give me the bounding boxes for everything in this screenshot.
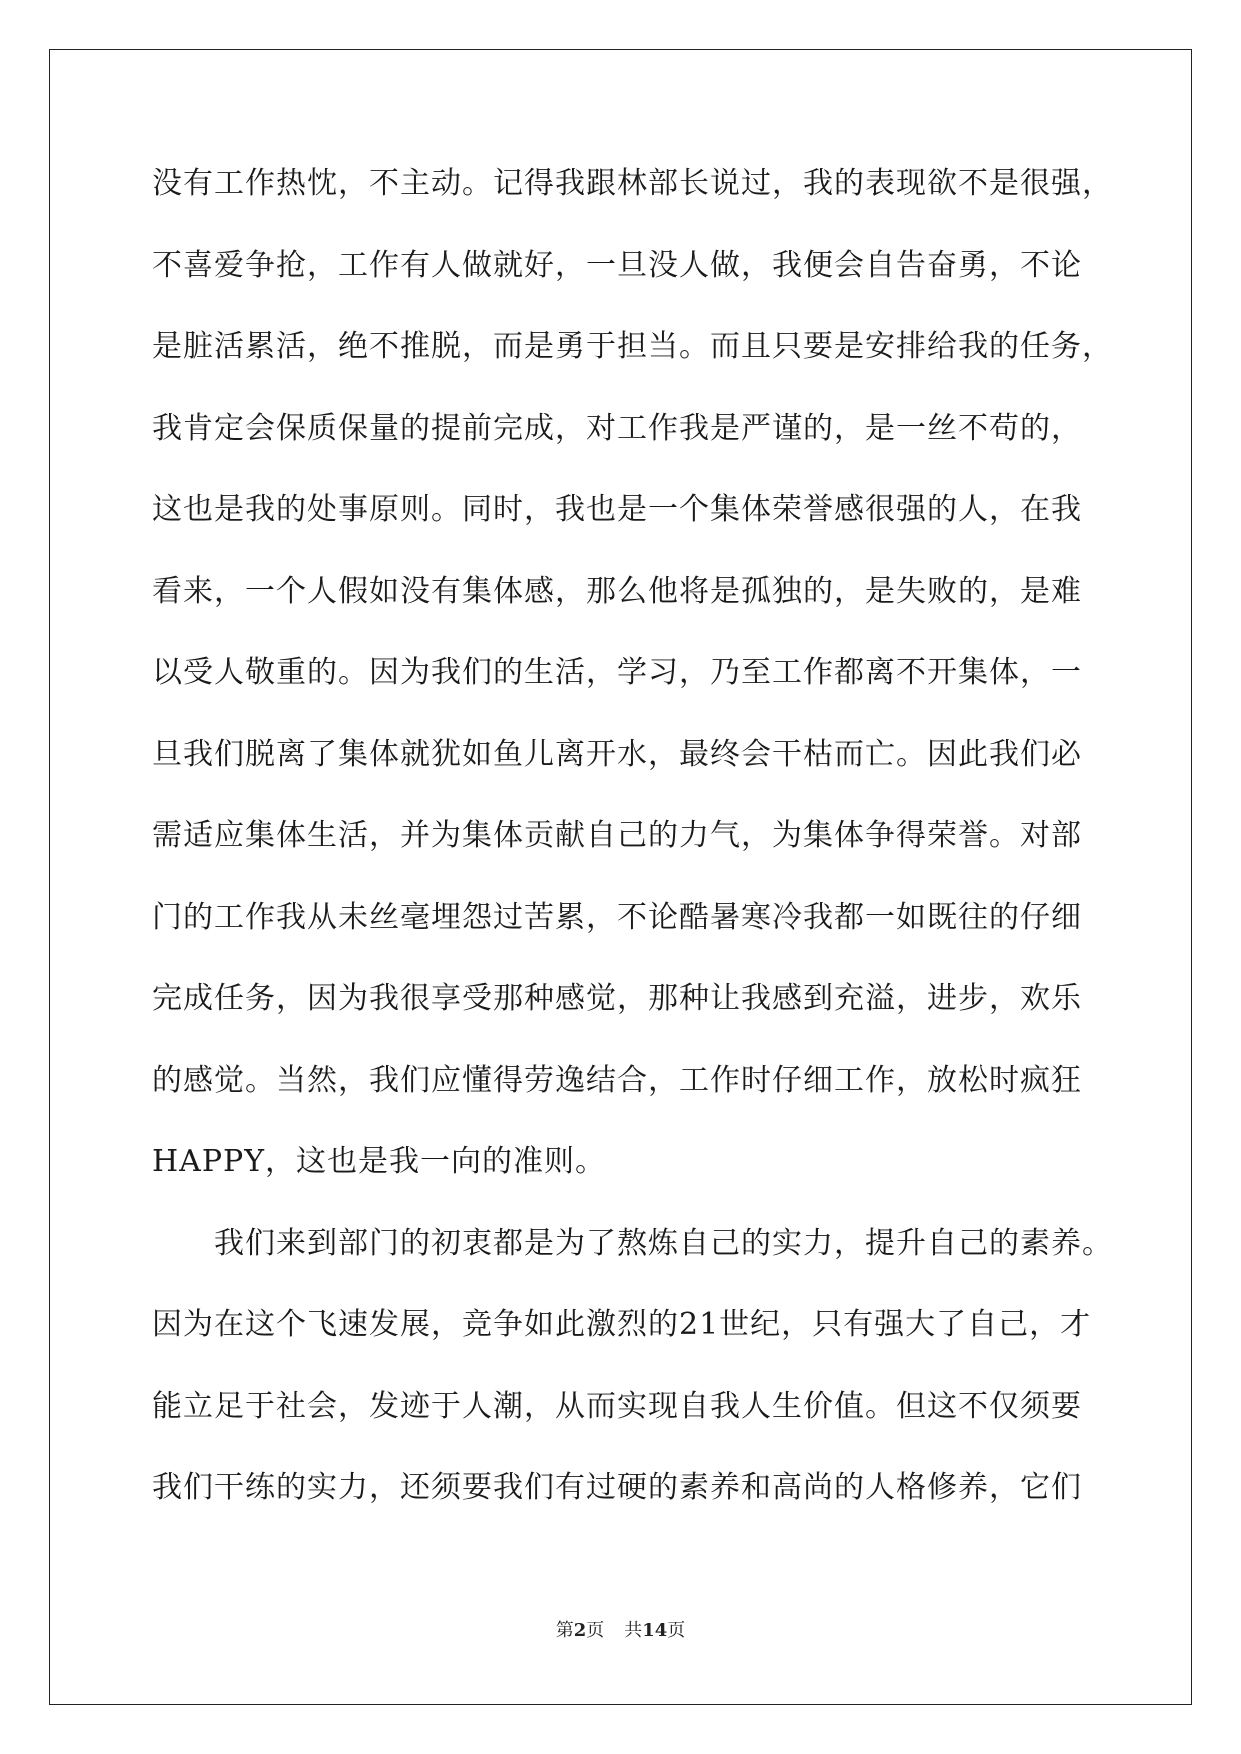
page-number: 2 [573, 1620, 587, 1641]
text-line: 我肯定会保质保量的提前完成，对工作我是严谨的，是一丝不苟的， [152, 410, 1082, 446]
text-line: 的感觉。当然，我们应懂得劳逸结合，工作时仔细工作，放松时疯狂 [152, 1062, 1082, 1098]
page-footer [0, 1620, 1241, 1642]
total-pages: 14 [642, 1620, 668, 1641]
page-prefix: 第 [555, 1620, 574, 1641]
paragraph-first-line: 我们来到部门的初衷都是为了熬炼自己的实力，提升自己的素养。 [214, 1225, 1113, 1261]
text-line: 完成任务，因为我很享受那种感觉，那种让我感到充溢，进步，欢乐 [152, 981, 1082, 1016]
page-suffix: 页 [586, 1620, 605, 1641]
text-line: 以受人敬重的。因为我们的生活，学习，乃至工作都离不开集体，一 [152, 655, 1082, 690]
text-line: 是脏活累活，绝不推脱，而是勇于担当。而且只要是安排给我的任务， [152, 329, 1113, 364]
text-line: HAPPY，这也是我一向的准则。 [152, 1144, 607, 1179]
text-line: 因为在这个飞速发展，竞争如此激烈的21世纪，只有强大了自己，才 [152, 1307, 1092, 1342]
text-line: 能立足于社会，发迹于人潮，从而实现自我人生价值。但这不仅须要 [152, 1388, 1082, 1424]
text-line: 这也是我的处事原则。同时，我也是一个集体荣誉感很强的人，在我 [152, 492, 1082, 527]
text-line: 需适应集体生活，并为集体贡献自己的力气，为集体争得荣誉。对部 [152, 818, 1082, 853]
text-line: 不喜爱争抢，工作有人做就好，一旦没人做，我便会自告奋勇，不论 [152, 247, 1082, 283]
document-body [152, 166, 1113, 1552]
total-suffix: 页 [667, 1620, 686, 1641]
text-line: 门的工作我从未丝毫埋怨过苦累，不论酷暑寒冷我都一如既往的仔细 [152, 899, 1082, 935]
text-line: 旦我们脱离了集体就犹如鱼儿离开水，最终会干枯而亡。因此我们必 [152, 736, 1082, 772]
total-prefix: 共 [624, 1620, 643, 1641]
text-line: 我们干练的实力，还须要我们有过硬的素养和高尚的人格修养，它们 [152, 1470, 1082, 1505]
text-line: 没有工作热忱，不主动。记得我跟林部长说过，我的表现欲不是很强， [152, 166, 1113, 201]
text-line: 看来，一个人假如没有集体感，那么他将是孤独的，是失败的，是难 [152, 573, 1082, 609]
